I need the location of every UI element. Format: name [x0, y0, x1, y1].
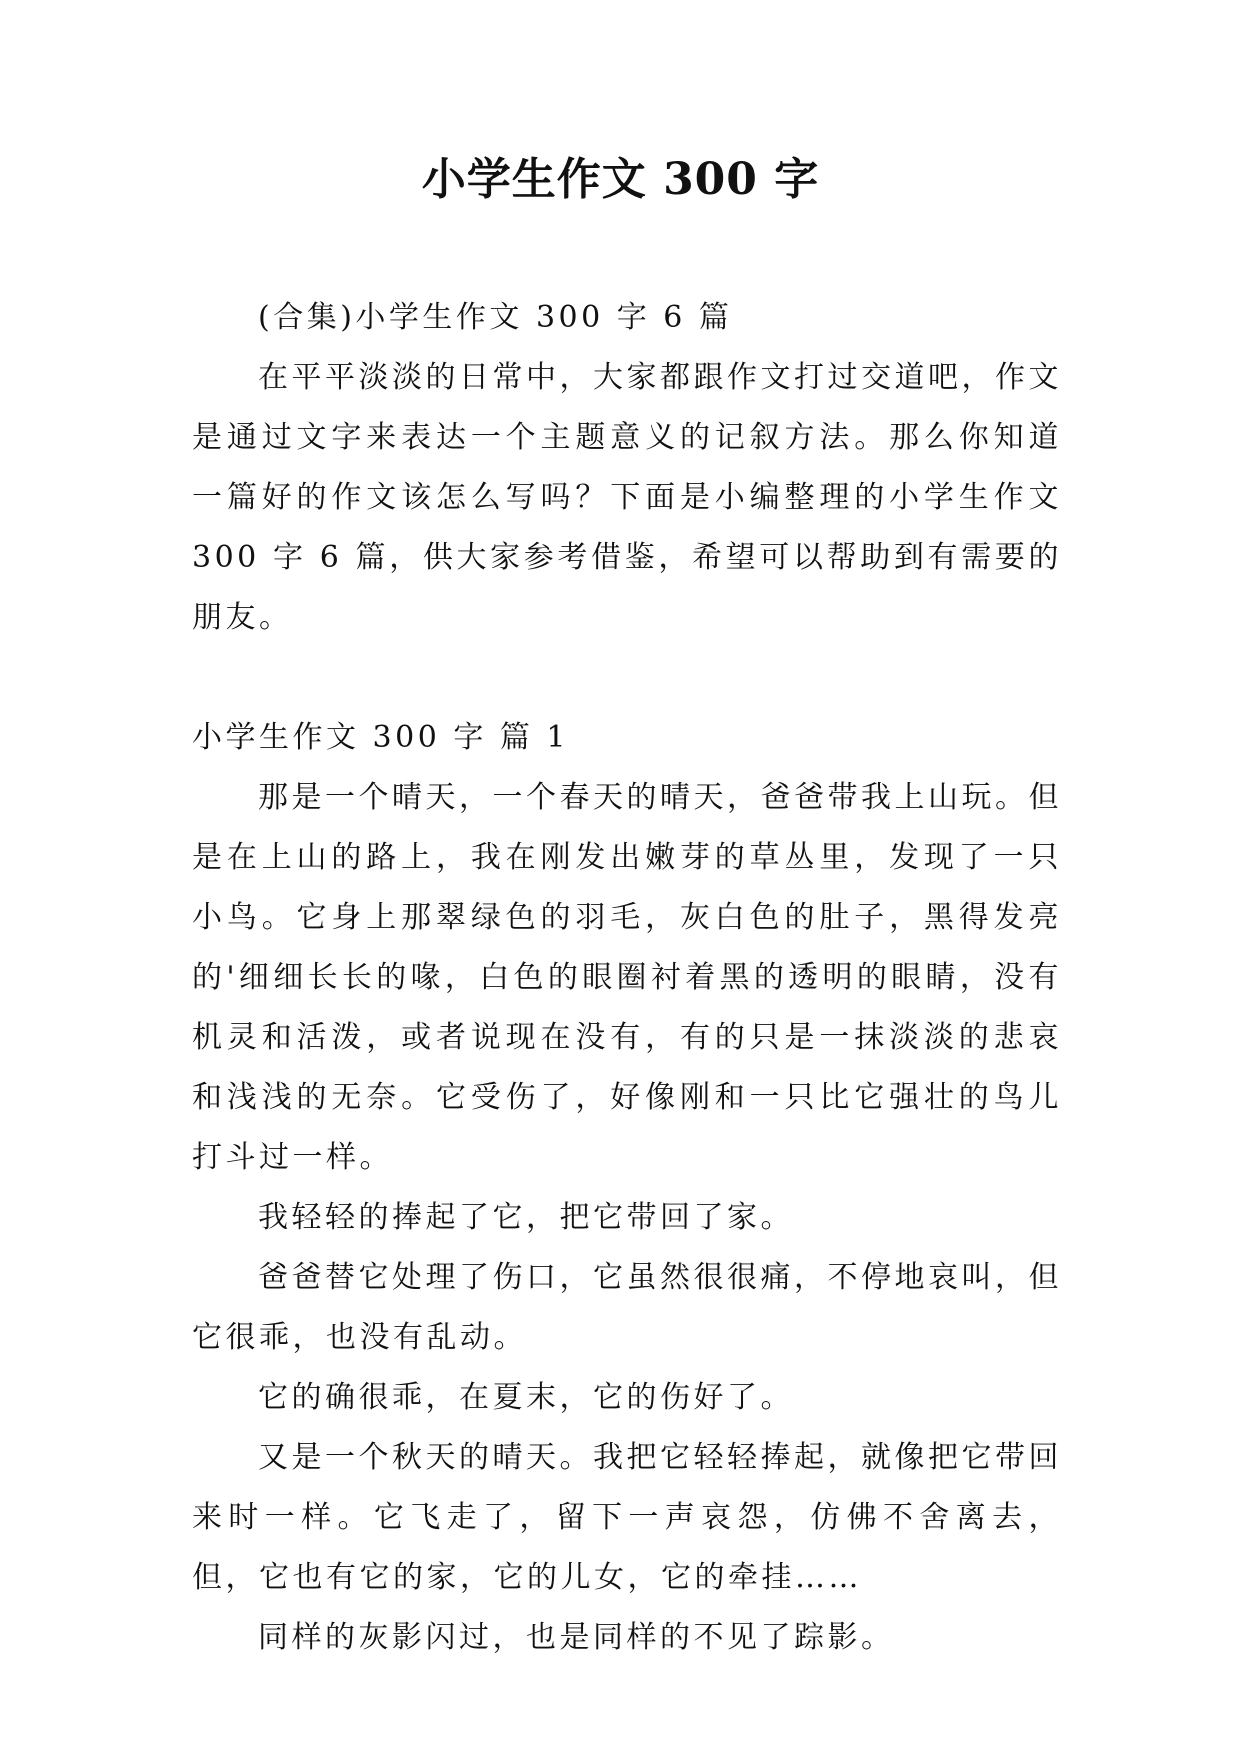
body-paragraph: 我轻轻的捧起了它，把它带回了家。 [258, 1200, 794, 1235]
section-heading: 小学生作文 300 字 篇 1 [192, 720, 569, 755]
intro-paragraph: 在平平淡淡的日常中，大家都跟作文打过交道吧，作文是通过文字来表达一个主题意义的记叙方法。那么你知道一篇好的作文该怎么写吗？下面是小编整理的小学生作文 300 字 6 篇，供大家参考借鉴，希望可以帮助到有需要的朋友。 [192, 360, 1062, 635]
body-paragraph: 它的确很乖，在夏末，它的伤好了。 [258, 1380, 794, 1415]
body-paragraph: 同样的灰影闪过，也是同样的不见了踪影。 [258, 1620, 895, 1655]
body-paragraph: 又是一个秋天的晴天。我把它轻轻捧起，就像把它带回来时一样。它飞走了，留下一声哀怨，仿佛不舍离去，但，它也有它的家，它的儿女，它的牵挂…… [192, 1440, 1062, 1595]
body-paragraph: 爸爸替它处理了伤口，它虽然很很痛，不停地哀叫，但它很乖，也没有乱动。 [192, 1260, 1062, 1355]
body-paragraph: 那是一个晴天，一个春天的晴天，爸爸带我上山玩。但是在上山的路上，我在刚发出嫩芽的草丛里，发现了一只小鸟。它身上那翠绿色的羽毛，灰白色的肚子，黑得发亮的'细细长长的喙，白色的眼圈衬着黑的透明的眼睛，没有机灵和活泼，或者说现在没有，有的只是一抹淡淡的悲哀和浅浅的无奈。它受伤了，好像刚和一只比它强壮的鸟儿打斗过一样。 [192, 780, 1062, 1175]
document-title: 小学生作文 300 字 [421, 154, 820, 205]
document-body [192, 288, 1062, 1668]
document-subtitle: (合集)小学生作文 300 字 6 篇 [258, 300, 733, 335]
